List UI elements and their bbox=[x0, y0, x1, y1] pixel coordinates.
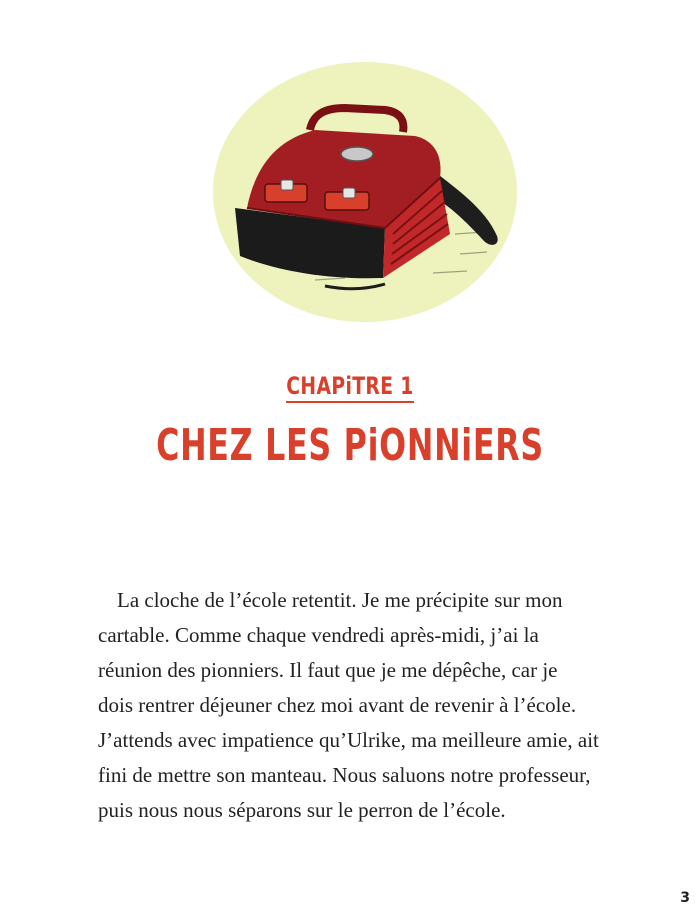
body-line: dois rentrer déjeuner chez moi avant de revenir à l’école. bbox=[98, 693, 577, 717]
satchel-icon bbox=[205, 58, 525, 326]
body-line: réunion des pionniers. Il faut que je me dépêche, car je bbox=[98, 658, 558, 682]
page-number: 3 bbox=[680, 890, 690, 906]
chapter-label-text: CHAPiTRE 1 bbox=[286, 372, 413, 403]
satchel-illustration bbox=[205, 58, 525, 326]
body-line: puis nous nous séparons sur le perron de l’école. bbox=[98, 798, 506, 822]
body-line: J’attends avec impatience qu’Ulrike, ma meilleure amie, ait bbox=[98, 728, 599, 752]
body-line: cartable. Comme chaque vendredi après-midi, j’ai la bbox=[98, 623, 539, 647]
body-paragraph bbox=[98, 583, 638, 828]
body-line: fini de mettre son manteau. Nous saluons notre professeur, bbox=[98, 763, 591, 787]
body-line: La cloche de l’école retentit. Je me précipite sur mon bbox=[117, 588, 563, 612]
chapter-title: CHEZ LES PiONNiERS bbox=[156, 420, 544, 471]
chapter-label bbox=[77, 372, 623, 400]
